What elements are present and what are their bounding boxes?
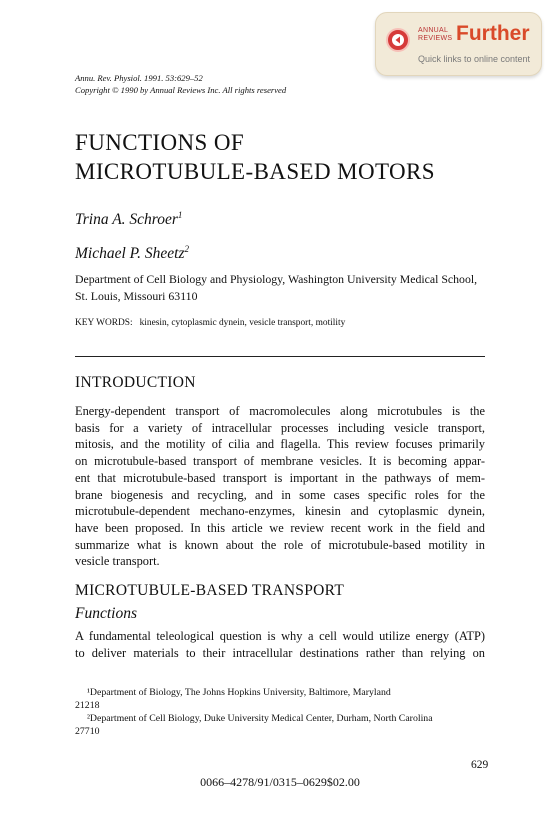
annual-reviews-logo-text: ANNUAL REVIEWS [418,27,453,42]
keywords: KEY WORDS: kinesin, cytoplasmic dynein, vesicle transport, motility [75,318,346,328]
footnote-2: ²Department of Cell Biology, Duke University Medical Center, Durham, North Carolina 27710 [75,713,433,737]
author-affiliation: Department of Cell Biology and Physiology, Washington University Medical School, St. Louis, Missouri 63110 [75,272,478,303]
further-reading-banner[interactable] [375,12,542,76]
introduction-heading: INTRODUCTION [75,374,196,391]
transport-heading: MICROTUBULE-BASED TRANSPORT [75,582,345,599]
functions-paragraph: A fundamental teleological question is why a cell would utilize energy (ATP) to deliver materials to their intracellular destinations rather than relying on [75,629,485,660]
further-label: Further [456,22,530,45]
issn-line: 0066–4278/91/0315–0629$02.00 [200,775,360,789]
footnote-1: ¹Department of Biology, The Johns Hopkins University, Baltimore, Maryland 21218 [75,687,391,711]
play-arrow-icon [386,28,410,52]
article-title: FUNCTIONS OF MICROTUBULE-BASED MOTORS [75,130,435,184]
further-subtitle: Quick links to online content [418,54,531,64]
author-2: Michael P. Sheetz$^2$ [75,244,189,263]
journal-citation: Annu. Rev. Physiol. 1991. 53:629–52 Copyright © 1990 by Annual Reviews Inc. All rights reserved [75,73,287,95]
page-number: 629 [471,759,489,771]
introduction-paragraph: Energy-dependent transport of macromolecules along microtubules is the basis for a variety of intracellular processes including vesicle transport, mitosis, and the motility of cilia and flagella. This review focuses primarily on microtubule-based transport of membrane vesicles. It is becoming appar- ent that microtubule-based transport is important in the pathways of mem- brane biogenesis and recycling, and in some cases specific roles for the microtubule-dependent mechano-enzymes, kinesin and cytoplasmic dynein, have been proposed. In this article we review recent work in the field and summarize what is known about the role of microtubule-based motility in vesicle transport. [75,404,485,569]
divider [75,356,485,357]
author-1: Trina A. Schroer$^1$ [75,210,183,229]
functions-heading: Functions [75,605,137,622]
